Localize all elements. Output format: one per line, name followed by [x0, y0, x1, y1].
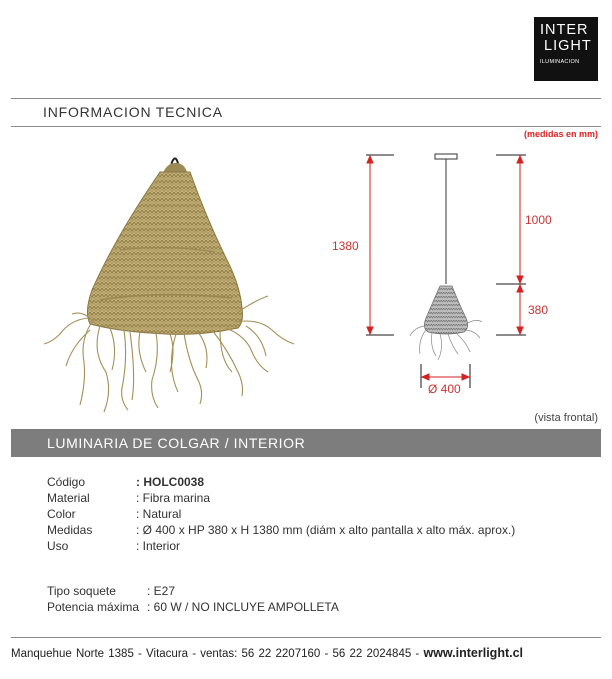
logo-line-1: INTER	[540, 22, 589, 38]
dimension-shade-height: 380	[528, 303, 549, 317]
spec-value: : Ø 400 x HP 380 x H 1380 mm (diám x alto pantalla x alto máx. aprox.)	[136, 523, 516, 537]
lamp-drawing	[410, 154, 482, 360]
dimension-diameter: Ø 400	[428, 382, 461, 396]
spec-value: : 60 W / NO INCLUYE AMPOLLETA	[147, 600, 339, 614]
product-type-band	[11, 429, 601, 457]
logo-line-3: ILUMINACION	[540, 59, 580, 65]
footer-rule	[11, 637, 601, 638]
footer-website-link[interactable]: www.interlight.cl	[423, 646, 524, 660]
dimension-arrows	[367, 156, 523, 380]
spec-key: Tipo soquete	[47, 584, 116, 598]
logo-line-2: LIGHT	[544, 38, 592, 54]
spec-key: Uso	[47, 539, 69, 553]
product-type-title: LUMINARIA DE COLGAR / INTERIOR	[47, 435, 306, 451]
spec-value: : HOLC0038	[136, 475, 205, 489]
spec-key: Color	[47, 507, 76, 521]
units-note: (medidas en mm)	[523, 129, 598, 139]
spec-key: Medidas	[47, 523, 93, 537]
spec-key: Código	[47, 475, 86, 489]
spec-value: : Interior	[136, 539, 181, 553]
spec-key: Potencia máxima	[47, 600, 140, 614]
section-title: INFORMACION TECNICA	[43, 104, 223, 120]
dimension-cable-length: 1000	[525, 213, 552, 227]
view-note: (vista frontal)	[534, 412, 598, 424]
spec-value: : Fibra marina	[136, 491, 211, 505]
spec-value: : E27	[147, 584, 176, 598]
footer-contact: Manquehue Norte 1385 - Vitacura - ventas: 56 22 2207160 - 56 22 2024845 -	[11, 648, 420, 660]
lamp-photo	[44, 158, 294, 412]
footer	[11, 646, 523, 660]
dimension-total-height: 1380	[332, 239, 359, 253]
spec-key: Material	[47, 491, 90, 505]
spec-value: : Natural	[136, 507, 182, 521]
